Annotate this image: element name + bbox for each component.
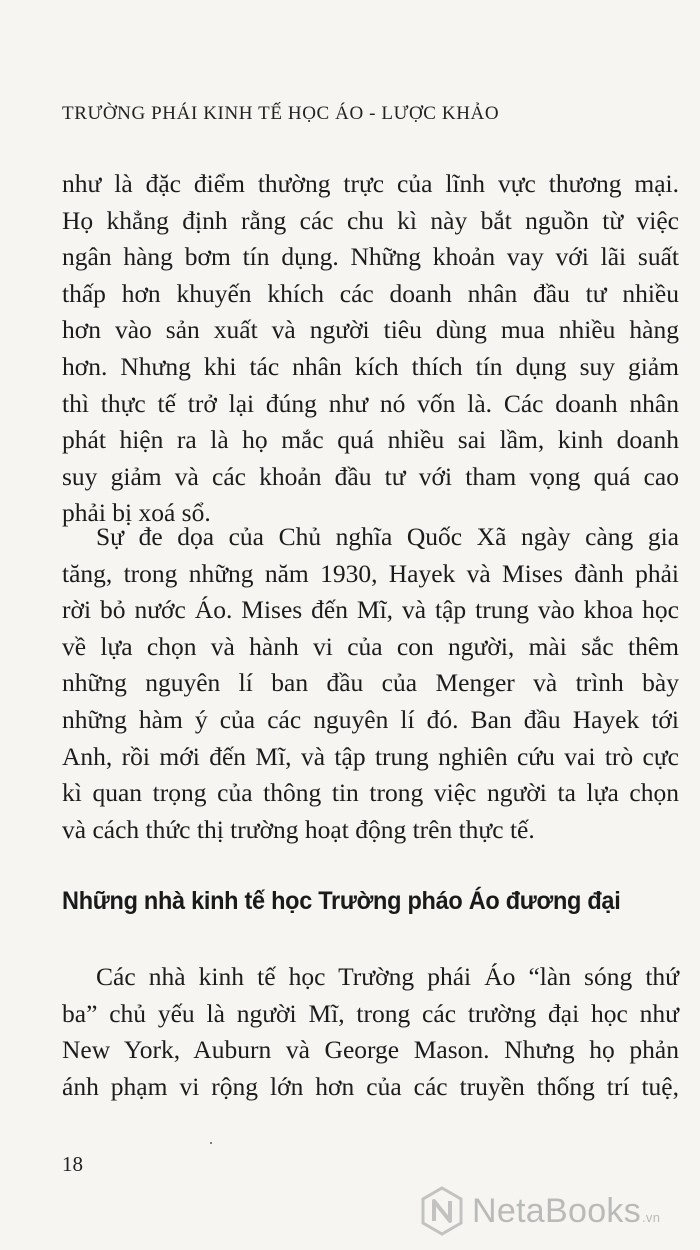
text-line: về lựa chọn và hành vi của con người, mài sắc thêm (62, 631, 679, 661)
text-line: kì quan trọng của thông tin trong việc người ta lựa chọn (62, 778, 679, 808)
text-line: thì thực tế trở lại đúng như nó vốn là. Các doanh nhân (62, 388, 679, 418)
text-line: và cách thức thị trường hoạt động trên thực tế. (62, 814, 535, 844)
text-line: như là đặc điểm thường trực của lĩnh vực thương mại. (62, 169, 679, 198)
running-header: TRƯỜNG PHÁI KINH TẾ HỌC ÁO - LƯỢC KHẢO (62, 103, 500, 124)
text-line: hơn. Nhưng khi tác nhân kích thích tín dụng suy giảm (62, 351, 679, 381)
text-line: tăng, trong những năm 1930, Hayek và Mises đành phải (62, 558, 679, 588)
watermark-suffix: .vn (642, 1209, 661, 1225)
text-line: thấp hơn khuyến khích các doanh nhân đầu tư nhiều (62, 278, 679, 308)
text-line: hơn vào sản xuất và người tiêu dùng mua nhiều hàng (62, 315, 679, 345)
text-line: phát hiện ra là họ mắc quá nhiều sai lầm, kinh doanh (62, 425, 679, 455)
watermark-text (472, 1192, 660, 1231)
text-line: những hàm ý của các nguyên lí đó. Ban đầu Hayek tới (62, 704, 679, 734)
netabooks-logo-icon (420, 1186, 464, 1236)
watermark-brand: NetaBooks (472, 1191, 642, 1230)
text-line: ngân hàng bơm tín dụng. Những khoản vay với lãi suất (62, 242, 679, 272)
text-line: rời bỏ nước Áo. Mises đến Mĩ, và tập trung vào khoa học (62, 595, 679, 625)
text-line: New York, Auburn và George Mason. Nhưng họ phản (62, 1035, 679, 1065)
text-line: Anh, rồi mới đến Mĩ, và tập trung nghiên cứu vai trò cực (62, 741, 679, 771)
page-number: 18 (62, 1152, 83, 1176)
watermark (420, 1186, 660, 1236)
paragraph-1 (62, 166, 679, 532)
section-heading: Những nhà kinh tế học Trường pháo Áo đương đại (62, 887, 621, 915)
text-line: ánh phạm vi rộng lớn hơn của các truyền thống trí tuệ, (62, 1071, 679, 1101)
text-line: ba” chủ yếu là người Mĩ, trong các trường đại học như (62, 998, 679, 1028)
print-speck (210, 1142, 212, 1144)
paragraph-2 (62, 519, 679, 848)
text-line: những nguyên lí ban đầu của Menger và trình bày (62, 668, 679, 698)
paragraph-3 (62, 959, 679, 1105)
text-line: Các nhà kinh tế học Trường phái Áo “làn sóng thứ (96, 962, 679, 991)
text-line: suy giảm và các khoản đầu tư với tham vọng quá cao (62, 461, 679, 491)
text-line: Họ khẳng định rằng các chu kì này bắt nguồn từ việc (62, 205, 679, 235)
text-line: Sự đe dọa của Chủ nghĩa Quốc Xã ngày càng gia (96, 522, 679, 551)
text-line: phải bị xoá sổ. (62, 498, 211, 528)
